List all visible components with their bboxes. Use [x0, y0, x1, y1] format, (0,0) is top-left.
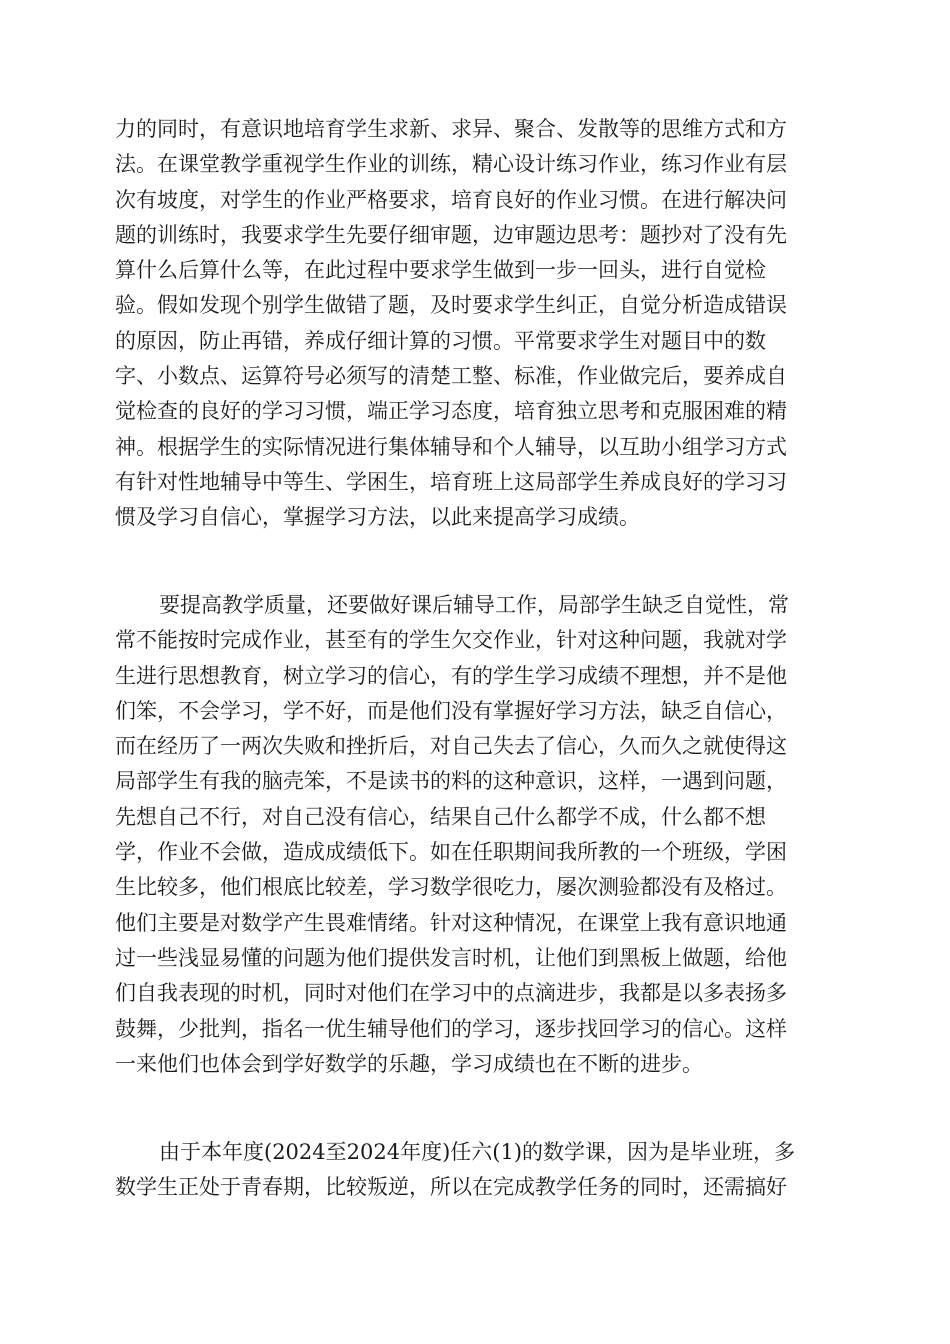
text-line: 要提高教学质量，还要做好课后辅导工作，局部学生缺乏自觉性，常 [159, 593, 789, 617]
text-line: 局部学生有我的脑壳笨，不是读书的料的这种意识，这样，一遇到问题， [115, 769, 787, 794]
paragraph-3 [115, 1135, 835, 1206]
text-line: 过一些浅显易懂的问题为他们提供发言时机，让他们到黑板上做题，给他 [115, 945, 787, 970]
text-line: 有针对性地辅导中等生、学困生，培育班上这局部学生养成良好的学习习 [115, 469, 787, 494]
text-line: 一来他们也体会到学好数学的乐趣，学习成绩也在不断的进步。 [115, 1051, 703, 1076]
text-line: 数学生正处于青春期，比较叛逆，所以在完成教学任务的同时，还需搞好 [115, 1175, 787, 1200]
text-line: 们笨，不会学习，学不好，而是他们没有掌握好学习方法，缺乏自信心， [115, 698, 787, 723]
text-line: 法。在课堂教学重视学生作业的训练，精心设计练习作业，练习作业有层 [115, 152, 787, 177]
text-line: 验。假如发现个别学生做错了题，及时要求学生纠正，自觉分析造成错误 [115, 293, 787, 318]
text-line: 次有坡度，对学生的作业严格要求，培育良好的作业习惯。在进行解决问 [115, 187, 787, 212]
text-line: 先想自己不行，对自己没有信心，结果自己什么都学不成，什么都不想 [115, 804, 766, 829]
text-line: 觉检查的良好的学习习惯，端正学习态度，培育独立思考和克服困难的精 [115, 399, 787, 424]
text-line: 惯及学习自信心，掌握学习方法，以此来提高学习成绩。 [115, 505, 640, 530]
text-line: 字、小数点、运算符号必须写的清楚工整、标准，作业做完后，要养成自 [115, 364, 787, 389]
text-line: 算什么后算什么等，在此过程中要求学生做到一步一回头，进行自觉检 [115, 258, 766, 283]
text-line: 生进行思想教育，树立学习的信心，有的学生学习成绩不理想，并不是他 [115, 663, 787, 688]
text-line: 鼓舞，少批判，指名一优生辅导他们的学习，逐步找回学习的信心。这样 [115, 1016, 787, 1041]
text-line: 题的训练时，我要求学生先要仔细审题，边审题边思考：题抄对了没有先 [115, 222, 787, 247]
paragraph-1 [115, 112, 835, 536]
text-line: 学，作业不会做，造成成绩低下。如在任职期间我所教的一个班级，学困 [115, 840, 787, 865]
paragraph-2 [115, 588, 835, 1082]
text-line: 们自我表现的时机，同时对他们在学习中的点滴进步，我都是以多表扬多 [115, 981, 787, 1006]
text-line: 他们主要是对数学产生畏难情绪。针对这种情况，在课堂上我有意识地通 [115, 910, 787, 935]
text-line: 神。根据学生的实际情况进行集体辅导和个人辅导，以互助小组学习方式 [115, 434, 787, 459]
text-line: 常不能按时完成作业，甚至有的学生欠交作业，针对这种问题，我就对学 [115, 628, 787, 653]
text-line: 力的同时，有意识地培育学生求新、求异、聚合、发散等的思维方式和方 [115, 117, 787, 141]
text-line: 由于本年度(2024至2024年度)任六(1)的数学课，因为是毕业班，多 [159, 1140, 796, 1164]
text-line: 的原因，防止再错，养成仔细计算的习惯。平常要求学生对题目中的数 [115, 328, 766, 353]
text-line: 而在经历了一两次失败和挫折后，对自己失去了信心，久而久之就使得这 [115, 734, 787, 759]
text-line: 生比较多，他们根底比较差，学习数学很吃力，屡次测验都没有及格过。 [115, 875, 787, 900]
